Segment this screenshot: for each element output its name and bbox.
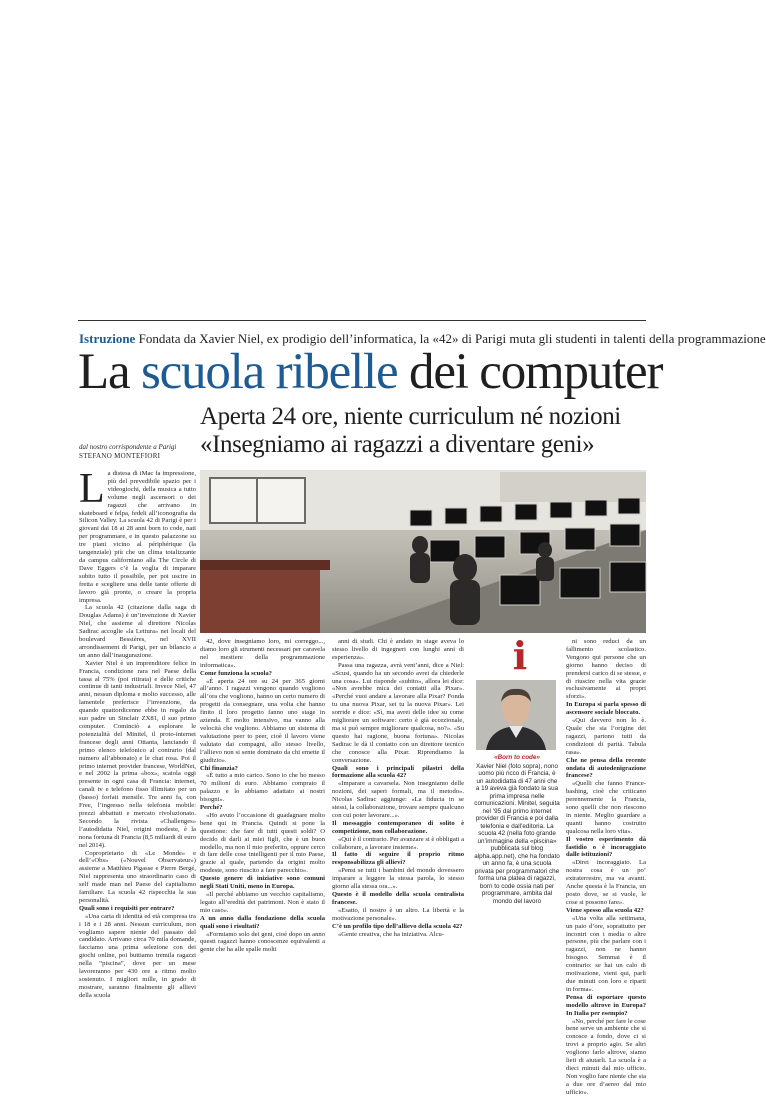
interview-question: Questo è il modello della scuola centralista francese. — [332, 891, 464, 906]
top-rule — [78, 320, 646, 321]
info-box — [474, 754, 560, 905]
article-paragraph: «Formiamo solo dei geni, cioè dopo un anno questi ragazzi hanno conoscenze equivalenti a gente che ha alle spalle molti — [200, 930, 325, 954]
article-paragraph: «È tutto a mio carico. Sono io che ho messo 70 milioni di euro. Abbiamo comprato il palazzo e lo abbiamo adattato ai nostri bisogni». — [200, 772, 325, 804]
article-paragraph: anni di studi. Chi è andato in stage aveva lo stesso livello di ingegneri con lunghi anni di esperienza». — [332, 638, 464, 661]
headline — [78, 344, 663, 400]
classroom-photo — [200, 470, 646, 633]
article-paragraph: Passa una ragazza, avrà vent’anni, dice a Niel: «Scusi, quando ha un secondo avrei da chiederle una cosa». Lui risponde «subito», allora lei dice: «Non avrebbe mica dei contatti alla Pixar». «Perché vuoi andare a lavorare alla Pixar? Fonda tu una nuova Pixar, sei tu la nuova Pixar». Lei sorride e dice: «Sì, ma avrei delle idee su come migliorare un software: certo è già eccezionale, ma si può sempre migliorare qualcosa, no?». «Su questo hai ragione, buona fortuna». Nicolas Sadirac le dà il contatto con un direttore tecnico che conosce alla Pixar. Riprendiamo la conversazione. — [332, 661, 464, 764]
article-paragraph: «Direi incoraggiato. La nostra cosa è un po’ extraterrestre, ma va avanti. Anche questa è la Francia, un posto dove, se si vuole, le cose si possono fare». — [566, 859, 646, 906]
portrait-photo — [476, 680, 556, 750]
headline-part-1: La — [78, 344, 141, 400]
article-paragraph: «Imparare a cavarsela. Non insegniamo delle nozioni, dei saperi formali, ma il metodo». Nicolas Sadirac aggiunge: «La fiducia in se stessi, la collaborazione, trovare sempre qualcuno con cui poter lavorare...». — [332, 780, 464, 819]
article-paragraph: «Quelli che fanno France-bashing, cioè che criticano perennemente la Francia, sono quelli che non riescono in niente. Meglio guardare a quanti hanno costruito qualcosa nella loro vita». — [566, 780, 646, 835]
kicker-text: Fondata da Xavier Niel, ex prodigio dell’informatica, la «42» di Parigi muta gli studenti in talenti della programmazione — [138, 331, 766, 346]
subheadline-line-2: «Insegniamo ai ragazzi a diventare geni» — [200, 431, 595, 458]
article-column-3 — [332, 638, 464, 975]
interview-question: Questo genere di iniziative sono comuni negli Stati Uniti, meno in Europa. — [200, 875, 325, 891]
interview-question: In Europa si parla spesso di ascensore sociale bloccato. — [566, 701, 646, 717]
interview-question: Chi finanzia? — [200, 764, 238, 772]
article-paragraph: ni sono reduci da un fallimento scolastico. Vengono qui persone che un giorno hanno deciso di prendersi carico di se stesse, e di riuscire nella vita grazie esclusivamente ai propri sforzi». — [566, 638, 646, 701]
interview-question: Quali sono i principali pilastri della formazione alla scuola 42? — [332, 764, 464, 780]
interview-question: Quali sono i requisiti per entrare? — [79, 904, 175, 912]
interview-question: Il fatto di seguire il proprio ritmo responsabilizza gli allievi? — [332, 851, 464, 867]
interview-question: Come funziona la scuola? — [200, 669, 272, 677]
article-paragraph: «Qui davvero non lo è. Quale che sia l’origine dei ragazzi, partono tutti da condizioni di parità. Tabula rasa». — [566, 717, 646, 756]
article-paragraph: 42, dove insegniamo loro, mi correggo..., diamo loro gli strumenti necessari per caravela nel mestiere della programmazione informatica». — [200, 638, 325, 669]
classroom-illustration — [200, 470, 646, 633]
article-paragraph: «Qui è il contrario. Per avanzare si è obbligati a collaborare, a lavorare insieme». — [332, 835, 464, 851]
interview-question: C’è un profilo tipo dell’allievo della scuola 42? — [332, 922, 463, 930]
article-paragraph: «No, perché per fare le cose bene serve un ambiente che si conosce a fondo, dove ci si trovi a proprio agio. Se altri vogliono farlo altrove, siamo lieti di aiutarli. La scuola è a dieci minuti dal mio ufficio. Non voglio fare niente che sia a due ore d’aereo dal mio ufficio». — [566, 1017, 646, 1096]
article-column-1 — [79, 466, 196, 999]
interview-question: Il messaggio contemporaneo di solito è competizione, non collaborazione. — [332, 819, 464, 835]
section-tag: Istruzione — [79, 331, 136, 346]
interview-question: Il vostro esperimento dà fastidio o è incoraggiato dalle istituzioni? — [566, 835, 646, 859]
article-paragraph: «Ho avuto l’occasione di guadagnare molto bene qui in Francia. Quindi si pone la questione: che fare di tutti questi soldi? O decido di darli ai miei figli, che è un buon modello, ma non il mio preferito, oppure cerco di fare delle cose intelligenti per il mio Paese, grazie al quale, partendo da origini molto modeste, sono riuscito a fare parecchio». — [200, 811, 325, 875]
interview-question: Perché? — [200, 804, 223, 812]
article-paragraph: Coproprietario di «Le Monde» e dell’«Obs» («Nouvel Observateur») assieme a Matthieu Pigasse e Pierre Bergé, Niel rappresenta uno straordinario caso di self made man nel Paese del capitalismo familiare. La scuola 42 rispecchia la sua personalità. — [79, 849, 196, 904]
byline-author: STEFANO MONTEFIORI — [79, 452, 161, 460]
headline-accent: scuola ribelle — [140, 344, 398, 400]
article-paragraph: Xavier Niel è un imprenditore felice in Francia, condizione rara nel Paese della tassa al 75% (poi ritirata) e delle critiche continue di tanti industriali. Invece Niel, 47 anni, nessun diploma e molto successo, alle lamentele preferisce l’invenzione, da quando quattordicenne ebbe in regalo da suo padre un Sinclair ZX81, il suo primo computer. Cominciò a esplorare le potenzialità del Minitel, il proto-internet francese degli anni Ottanta, lanciando il primo elenco telefonico al contrario (dal numero all’abbonato) e le chat rosa. Poi il primo internet provider francese, WorldNet, e nel 2002 la prima «box», scatola oggi presente in ogni casa di Francia: internet, canali tv e telefono fisso illimitato per un (basso) forfait mensile. Tre anni fa, con Free, l’ingresso nella telefonia mobile: prezzi abbattuti e mercato rivoluzionato. Secondo la rivista «Challenges» l’autodidatta Niel, origini modeste, è la nona fortuna di Francia (8,5 miliardi di euro nel 2014). — [79, 659, 196, 849]
headline-part-2: dei computer — [397, 344, 663, 400]
byline — [79, 443, 197, 461]
interview-question: Pensa di esportare questo modello altrove in Europa? In Italia per esempio? — [566, 993, 646, 1017]
info-box-title: «Born to code» — [494, 754, 540, 761]
drop-cap: L — [79, 466, 105, 512]
article-column-2 — [200, 638, 325, 975]
subheadline-line-1: Aperta 24 ore, niente curriculum né nozioni — [200, 403, 621, 430]
article-paragraph: «È aperta 24 ore su 24 per 365 giorni all’anno. I ragazzi vengono quando vogliono all’ora che vogliono, hanno un certo numero di progetti da consegnare, una volta che hanno finito il loro progetto fanno uno stage in azienda. È molto intensivo, ma vanno alla velocità che vogliono. Abbiamo un sistema di valutazione peer to peer, cioè il lavoro viene valutato dai compagni, allo stesso livello, l’allievo non si sente dominato da chi emette il giudizio». — [200, 677, 325, 764]
interview-question: A un anno dalla fondazione della scuola quali sono i risultati? — [200, 914, 325, 930]
article-paragraph: «Il perché abbiamo un vecchio capitalismo, legato all’eredità dei patrimoni. Non è stato il mio caso». — [200, 891, 325, 914]
article-paragraph: «Una carta di identità ed età compresa tra i 18 e i 28 anni. Nessun curriculum, non vogliamo sapere niente del passato del candidato. Arrivano circa 70 mila domande, facciamo una prima selezione con dei giochi online, poi buttiamo tremila ragazzi nella “piscina”, dove per un mese lavoreranno per 430 ore a ritmo molto sostenuto. I migliori mille, in grado di mostrare, saranno finalmente gli allievi della scuola — [79, 912, 196, 999]
info-box-text: Xavier Niel (foto sopra), nono uomo più ricco di Francia, è un autodidatta di 47 anni che a 19 aveva già fondato la sua prima impresa nelle comunicazioni. Minitel, seguita nel ’95 dal primo internet provider di Francia e poi dalla telefonia e dall’editoria. La scuola 42 (nella foto grande un’immagine della «piscina» pubblicata sul blog alpha.app.net), che ha fondato un anno fa, è una scuola privata per programmatori che forma una platea di ragazzi, born to code ossia nati per programmare, ambita dal mondo del lavoro — [474, 762, 560, 905]
article-paragraph: a distesa di iMac fa impressione, più del prevedibile spazio per i videogiochi, della musica a tutto volume negli ascensori o dei ragazzi che arrivano in skateboard e felpa, fedeli all’iconografia da Silicon Valley. La scuola 42 di Parigi è per i giovani dai 18 ai 28 anni born to code, nati per programmare, e in questo palazzone su tre piani vicino al périphérique (la tangenziale) più che un clima totalizzante da campus californiano alla The Circle di Dave Eggers c’è la voglia di imparare subito tutto il possibile, per poi uscire in fretta e scegliere una delle tante offerte di lavoro già pronte, o creare la propria impresa. — [79, 470, 196, 604]
interview-question: Che ne pensa della recente ondata di autodenigrazione francese? — [566, 756, 646, 780]
article-column-4 — [566, 638, 646, 1096]
interview-question: Viene spesso alla scuola 42? — [566, 906, 644, 914]
subheadline — [200, 403, 650, 459]
byline-dateline: dal nostro corrispondente a Parigi — [79, 443, 177, 451]
portrait-illustration — [476, 680, 556, 750]
article-paragraph: «Gente creativa, che ha iniziativa. Alcu- — [338, 930, 444, 938]
article-paragraph: La scuola 42 (citazione dalla saga di Douglas Adams) è un’invenzione di Xavier Niel, che assieme al direttore Nicolas Sadirac accoglie «la Lettura» nei locali del boulevard Bessières, nel XVII arrondissement di Parigi, per un bilancio a un anno dall’inaugurazione. — [79, 604, 196, 659]
article-paragraph: «Pensi se tutti i bambini del mondo dovessero imparare a leggere la stessa parola, lo stesso giorno alla stessa ora...». — [332, 867, 464, 891]
info-icon: i — [512, 633, 528, 678]
article-paragraph: «Una volta alla settimana, un paio d’ore, soprattutto per incontri con i media o altre persone, più che parlare con i ragazzi, non ne hanno bisogno. Semmai è il contrario: se hai un calo di motivazione, vieni qui, parli due minuti con loro e riparti in forma». — [566, 914, 646, 993]
article-paragraph: «Esatto, il nostro è un altro. La libertà e la motivazione personale». — [332, 906, 464, 922]
